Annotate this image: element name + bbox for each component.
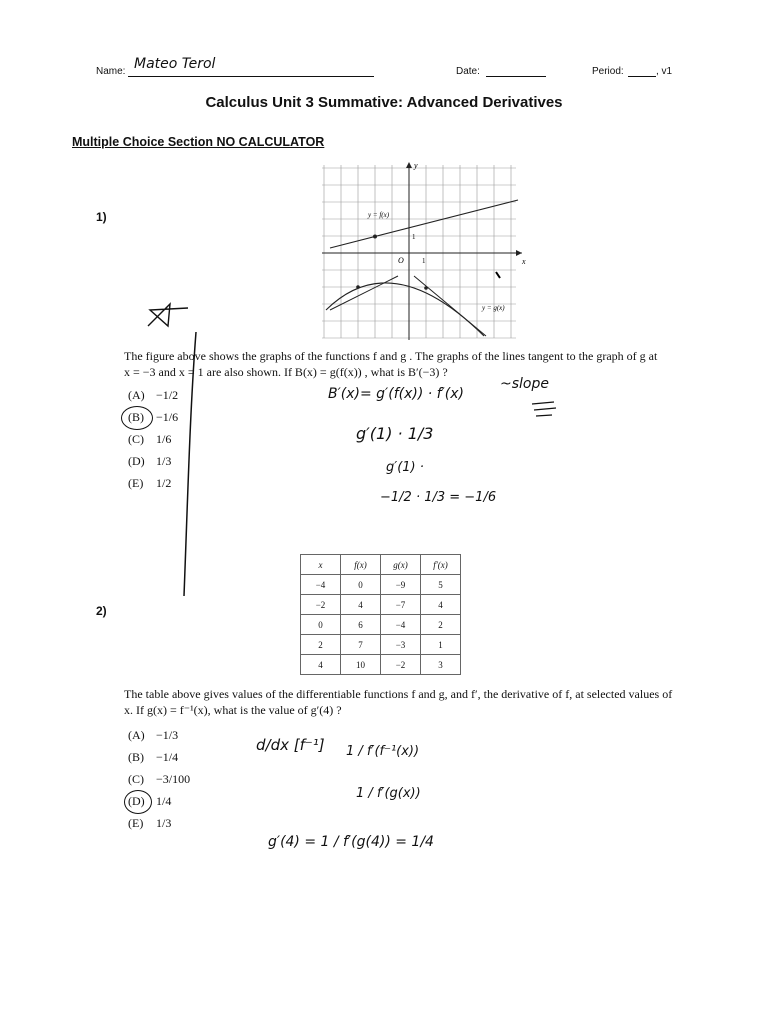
table-cell: 4 (421, 595, 461, 615)
table-cell: −2 (301, 595, 341, 615)
date-label: Date: (456, 66, 480, 77)
table-row (301, 615, 461, 635)
q1-choice-a[interactable]: (A) −1/2 (128, 387, 179, 402)
name-label: Name: (96, 66, 126, 77)
table-header-cell: g(x) (381, 555, 421, 575)
q1-work-line-4: −1/2 · 1/3 = −1/6 (380, 490, 497, 505)
table-cell: −7 (381, 595, 421, 615)
table-cell: 4 (301, 655, 341, 675)
q2-prompt (124, 686, 714, 718)
table-cell: −9 (381, 575, 421, 595)
q1-prompt (124, 348, 704, 380)
q2-work-line-1b: 1 / f′(f⁻¹(x)) (346, 744, 420, 759)
table-row (301, 575, 461, 595)
name-value: Mateo Terol (134, 56, 216, 72)
g-point-left (356, 285, 360, 289)
q2-choices (128, 724, 190, 834)
table-cell: −4 (381, 615, 421, 635)
table-cell: 6 (341, 615, 381, 635)
period-field[interactable] (628, 62, 656, 77)
q1-work-line-3: g′(1) · (386, 460, 424, 475)
table-cell: −2 (381, 655, 421, 675)
table-header-cell: f(x) (341, 555, 381, 575)
table-cell: 5 (421, 575, 461, 595)
q1-choices (128, 384, 178, 494)
f-label: y = f(x) (368, 211, 390, 219)
q2-choice-e[interactable]: (E) 1/3 (128, 815, 172, 830)
table-cell: 2 (301, 635, 341, 655)
date-field[interactable] (486, 62, 546, 77)
name-field[interactable] (128, 56, 374, 77)
table-cell: 10 (341, 655, 381, 675)
q1-work-line-1: B′(x)= g′(f(x)) · f′(x) (328, 386, 464, 402)
table-cell: 7 (341, 635, 381, 655)
star-doodle (144, 296, 194, 332)
g-point-right (424, 286, 428, 290)
x-axis-arrow (516, 250, 522, 256)
table-cell: −4 (301, 575, 341, 595)
x-axis-label: x (522, 257, 526, 266)
q2-work-line-2: 1 / f′(g(x)) (356, 786, 421, 801)
table-cell: 0 (341, 575, 381, 595)
q2-choice-a[interactable]: (A) −1/3 (128, 727, 179, 742)
origin-label: O (398, 256, 404, 265)
q1-prompt-line-1: The figure above shows the graphs of the functions f and g . The graphs of the lines tangent to the graph of g at (124, 349, 658, 363)
table-cell: −3 (381, 635, 421, 655)
q2-choice-c[interactable]: (C) −3/100 (128, 771, 191, 786)
y-axis-arrow (406, 162, 412, 168)
table-row (301, 655, 461, 675)
section-title: Multiple Choice Section NO CALCULATOR (72, 135, 325, 149)
q1-choice-b[interactable]: (B) −1/6 (128, 406, 178, 428)
f-point (373, 235, 377, 239)
y-axis-label: y (414, 161, 418, 170)
question-2-number: 2) (96, 604, 107, 618)
question-1-number: 1) (96, 210, 107, 224)
q2-answer-circle (124, 790, 152, 814)
table-cell: 4 (341, 595, 381, 615)
q2-prompt-line-2: x. If g(x) = f⁻¹(x), what is the value of g′(4) ? (124, 703, 342, 717)
q2-prompt-line-1: The table above gives values of the differentiable functions f and g, and f′, the derivative of f, at selected values of (124, 687, 673, 701)
g-tangent-right (414, 276, 486, 336)
q1-choice-e[interactable]: (E) 1/2 (128, 475, 172, 490)
q1-choice-d[interactable]: (D) 1/3 (128, 453, 172, 468)
scribble-mark (530, 396, 560, 426)
q2-work-line-3: g′(4) = 1 / f′(g(4)) = 1/4 (268, 834, 434, 850)
q1-choice-c[interactable]: (C) 1/6 (128, 431, 172, 446)
version-label: , v1 (656, 66, 673, 77)
table-row (301, 595, 461, 615)
q2-choice-b[interactable]: (B) −1/4 (128, 749, 179, 764)
page-title: Calculus Unit 3 Summative: Advanced Derivatives (205, 94, 563, 111)
table-cell: 1 (421, 635, 461, 655)
table-cell: 3 (421, 655, 461, 675)
q2-work-line-1: d/dx [f⁻¹] (256, 736, 325, 754)
table-row (301, 635, 461, 655)
y-tick-one: 1 (412, 233, 416, 241)
q1-prompt-line-2: x = −3 and x = 1 are also shown. If B(x) = g(f(x)) , what is B′(−3) ? (124, 365, 448, 379)
table-header-row (301, 555, 461, 575)
x-tick-one: 1 (422, 257, 426, 265)
table-cell: 2 (421, 615, 461, 635)
q1-slope-note: ~slope (500, 376, 549, 392)
pen-mark (496, 272, 500, 278)
q1-graph (318, 160, 530, 342)
q2-choice-d[interactable]: (D) 1/4 (128, 790, 190, 812)
q2-values-table (300, 554, 461, 675)
g-label: y = g(x) (482, 304, 505, 312)
g-tangent-left (330, 276, 398, 310)
graph-grid (322, 165, 516, 338)
period-label: Period: (592, 66, 624, 77)
table-header-cell: f′(x) (421, 555, 461, 575)
table-header-cell: x (301, 555, 341, 575)
q1-answer-circle (121, 406, 153, 430)
q1-work-line-2: g′(1) · 1/3 (356, 424, 434, 443)
table-cell: 0 (301, 615, 341, 635)
